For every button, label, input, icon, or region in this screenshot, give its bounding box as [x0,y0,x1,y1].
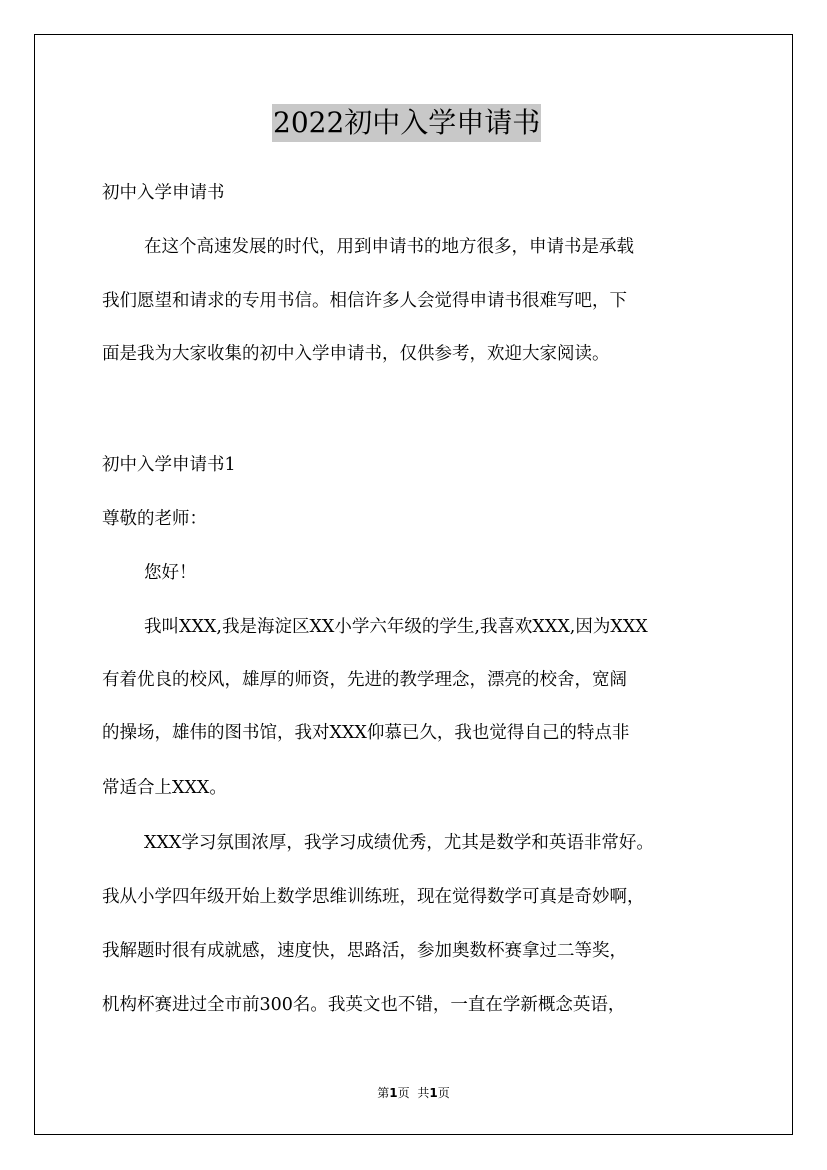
page-prefix: 第 [377,1086,390,1100]
intro-line: 在这个高速发展的时代，用到申请书的地方很多，申请书是承载 [144,237,634,257]
greeting: 您好！ [144,563,197,583]
paragraph-line: 常适合上XXX。 [102,778,227,798]
paragraph-line: 我叫XXX,我是海淀区XX小学六年级的学生,我喜欢XXX,因为XXX [144,617,648,637]
paragraph-line: 的操场，雄伟的图书馆，我对XXX仰慕已久，我也觉得自己的特点非 [102,723,630,743]
document-title: 2022初中入学申请书 [272,104,541,142]
total-pages: 1 [429,1086,438,1100]
paragraph-line: 我从小学四年级开始上数学思维训练班，现在觉得数学可真是奇妙啊， [102,887,645,907]
intro-line: 我们愿望和请求的专用书信。相信许多人会觉得申请书很难写吧，下 [102,291,627,311]
paragraph-line: 我解题时很有成就感，速度快，思路活，参加奥数杯赛拿过二等奖， [102,941,627,961]
paragraph-line: 有着优良的校风，雄厚的师资，先进的教学理念，漂亮的校舍，宽阔 [102,670,627,690]
paragraph-line: XXX学习氛围浓厚，我学习成绩优秀，尤其是数学和英语非常好。 [144,833,654,853]
intro-line: 面是我为大家收集的初中入学申请书，仅供参考，欢迎大家阅读。 [102,344,610,364]
page-footer [0,1085,827,1101]
total-prefix: 共 [417,1086,430,1100]
document-subtitle: 初中入学申请书 [102,183,225,203]
page-suffix: 页 [397,1086,410,1100]
salutation: 尊敬的老师： [102,509,207,529]
paragraph-line: 机构杯赛进过全市前300名。我英文也不错，一直在学新概念英语， [102,995,626,1015]
section-heading: 初中入学申请书1 [102,455,236,475]
total-suffix: 页 [437,1086,450,1100]
page-number: 1 [389,1086,398,1100]
